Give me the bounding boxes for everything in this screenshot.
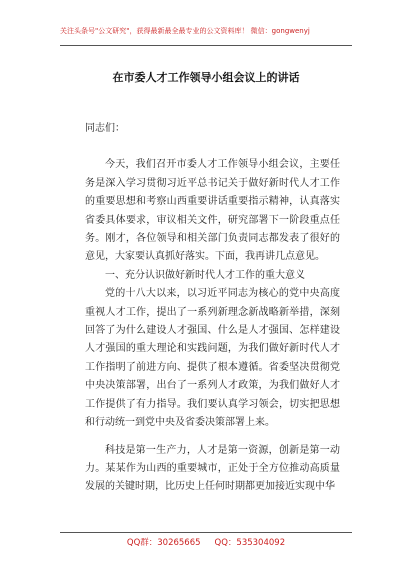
footer-divider (60, 532, 352, 533)
header-promo-text: 关注头条号"公文研究"，获得最新最全最专业的公文资料库！ 微信：gongwenyj (60, 27, 310, 35)
footer-qq-group: QQ群：30265665 (126, 538, 201, 548)
header-divider (60, 45, 352, 46)
footer-contact (60, 537, 352, 549)
paragraph-science: 科技是第一生产力，人才是第一资源，创新是第一动力。某某作为山西的重要城市，正处于全方位推动高质量发展的关键时期，比历史上任何时期都更加接近实现中华 (85, 444, 340, 493)
document-body (85, 120, 340, 497)
section-heading-1: 一、充分认识做好新时代人才工作的重大意义 (105, 269, 305, 281)
paragraph-significance: 党的十八大以来，以习近平同志为核心的党中央高度重视人才工作，提出了一系列新理念新战略新举措，深刻回答了为什么建设人才强国、什么是人才强国、怎样建设人才强国的重大理论和实践问题，为我们做好新时代人才工作指明了前进方向、提供了根本遵循。省委坚决贯彻党中央决策部署，出台了一系列人才政策，为我们做好人才工作提供了有力指导。我们要认真学习领会，切实把思想和行动统一到党中央及省委决策部署上来。 (85, 288, 340, 429)
footer-qq: QQ：535304092 (214, 538, 286, 548)
paragraph-opening: 今天，我们召开市委人才工作领导小组会议，主要任务是深入学习贯彻习近平总书记关于做好新时代人才工作的重要思想和考察山西重要讲话重要指示精神，认真落实省委具体要求，审议相关文件，研究部署下一阶段重点任务。刚才，各位领导和相关部门负责同志都发表了很好的意见，大家要认真抓好落实。下面，我再讲几点意见。 (85, 159, 340, 263)
salutation: 同志们： (85, 123, 125, 134)
document-title: 在市委人才工作领导小组会议上的讲话 (112, 71, 300, 84)
